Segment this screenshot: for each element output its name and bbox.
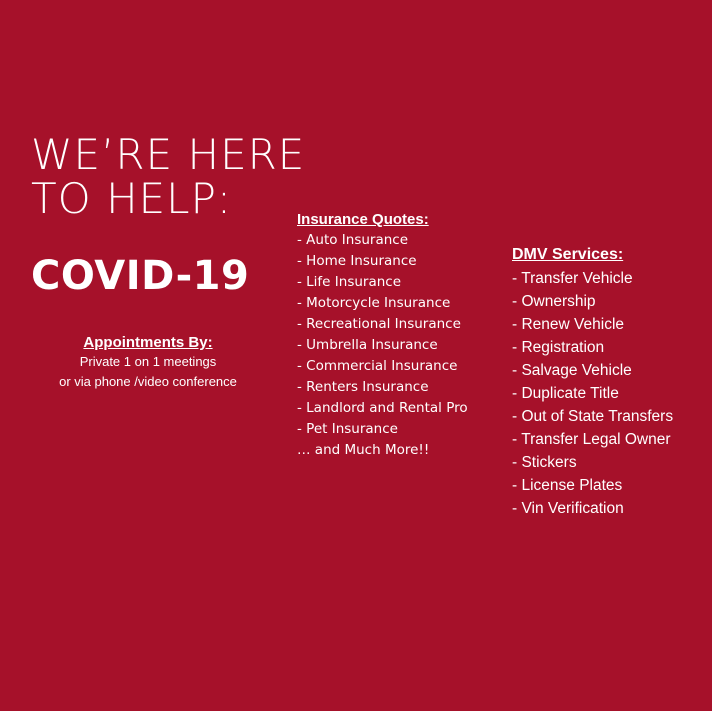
appointments-line-2: or via phone /video conference	[59, 374, 237, 389]
dmv-item: - Out of State Transfers	[512, 408, 674, 425]
insurance-item: - Landlord and Rental Pro	[297, 400, 468, 416]
headline-line-2: TO HELP:	[31, 174, 233, 223]
insurance-item: - Motorcycle Insurance	[297, 295, 451, 311]
dmv-services-block	[512, 244, 708, 520]
appointments-line-1: Private 1 on 1 meetings	[79, 354, 217, 369]
dmv-item: - Transfer Vehicle	[512, 270, 633, 287]
headline-line-1: WE’RE HERE	[31, 130, 306, 179]
dmv-item: - Stickers	[512, 454, 577, 471]
insurance-item: - Renters Insurance	[297, 379, 429, 395]
dmv-item: - License Plates	[512, 477, 623, 494]
dmv-services-title: DMV Services:	[512, 246, 624, 263]
dmv-item: - Salvage Vehicle	[512, 362, 632, 379]
appointments-title: Appointments By:	[83, 334, 213, 351]
insurance-item: - Life Insurance	[297, 274, 402, 290]
appointments-block	[30, 333, 266, 392]
insurance-quotes-title: Insurance Quotes:	[297, 211, 429, 228]
headline	[31, 130, 306, 223]
insurance-list	[297, 230, 497, 461]
dmv-list	[512, 267, 708, 520]
dmv-item: - Vin Verification	[512, 500, 624, 517]
covid-title: COVID-19	[31, 253, 250, 299]
insurance-item: … and Much More!!	[297, 442, 430, 458]
insurance-item: - Pet Insurance	[297, 421, 398, 437]
insurance-item: - Home Insurance	[297, 253, 417, 269]
dmv-item: - Registration	[512, 339, 605, 356]
insurance-item: - Auto Insurance	[297, 232, 409, 248]
dmv-item: - Ownership	[512, 293, 596, 310]
insurance-item: - Umbrella Insurance	[297, 337, 438, 353]
dmv-item: - Transfer Legal Owner	[512, 431, 671, 448]
insurance-item: - Recreational Insurance	[297, 316, 461, 332]
dmv-item: - Duplicate Title	[512, 385, 619, 402]
insurance-quotes-block	[297, 210, 497, 461]
dmv-item: - Renew Vehicle	[512, 316, 625, 333]
insurance-item: - Commercial Insurance	[297, 358, 458, 374]
